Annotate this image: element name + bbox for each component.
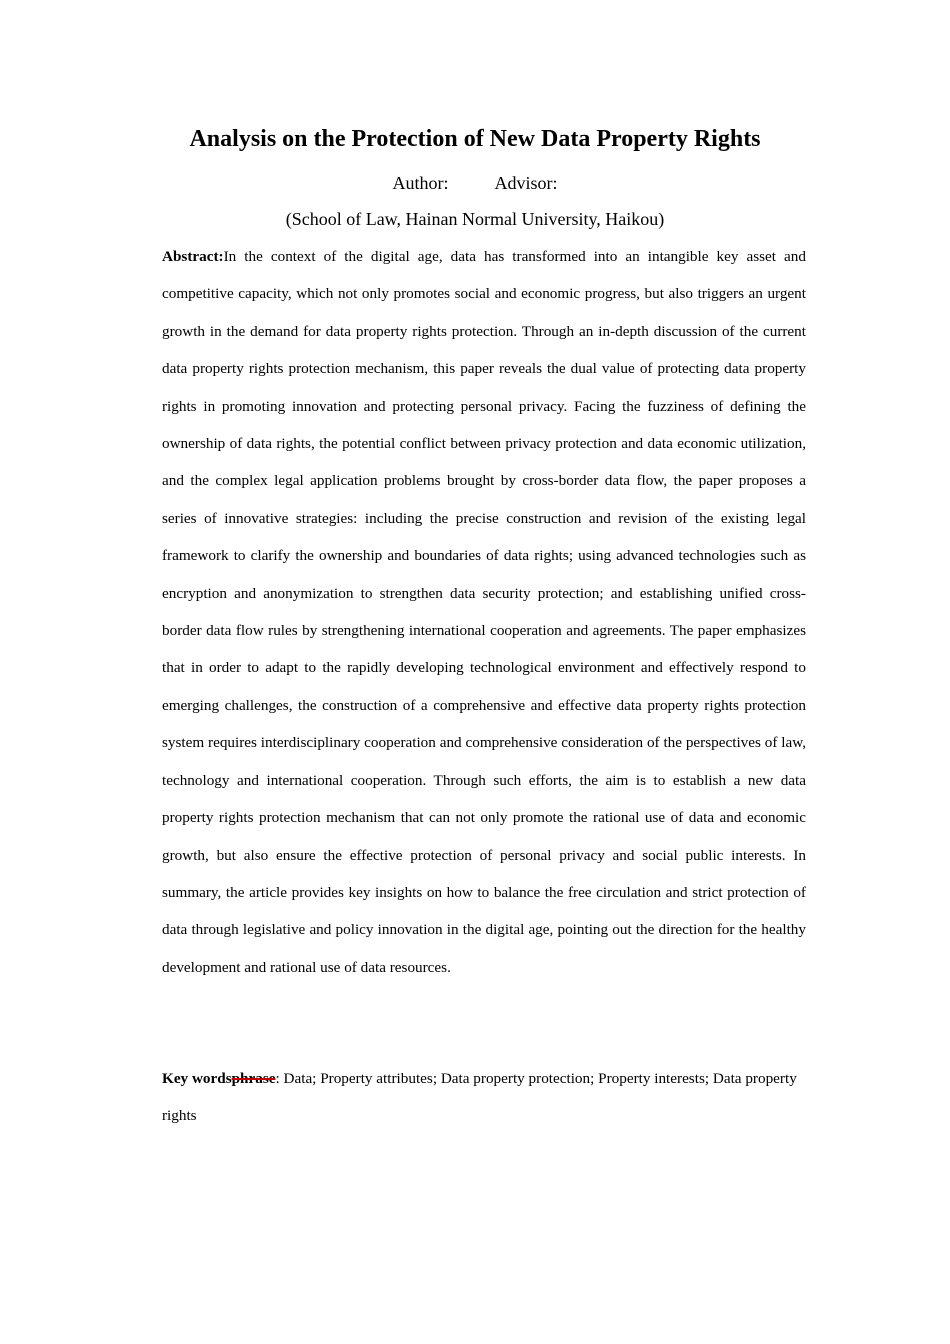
- affiliation: (School of Law, Hainan Normal University, Haikou): [285, 209, 665, 229]
- abstract-paragraph: [162, 238, 806, 986]
- keywords-label: Key words: [162, 1070, 232, 1087]
- abstract-text: In the context of the digital age, data has transformed into an intangible key asset and competitive capacity, which not only promotes social and economic progress, but also triggers an urgent growth in the demand for data property rights protection. Through an in-depth discussion of the current data property rights protection mechanism, this paper reveals the dual value of protecting data property rights in promoting innovation and protecting personal privacy. Facing the fuzziness of defining the ownership of data rights, the potential conflict between privacy protection and data economic utilization, and the complex legal application problems brought by cross-border data flow, the paper proposes a series of innovative strategies: including the precise construction and revision of the existing legal framework to clarify the ownership and boundaries of data rights; using advanced technologies such as encryption and anonymization to strengthen data security protection; and establishing unified cross-border data flow rules by strengthening international cooperation and agreements. The paper emphasizes that in order to adapt to the rapidly developing technological environment and effectively respond to emerging challenges, the construction of a comprehensive and effective data property rights protection system requires interdisciplinary cooperation and comprehensive consideration of the perspectives of law, technology and international cooperation. Through such efforts, the aim is to establish a new data property rights protection mechanism that can not only promote the rational use of data and economic growth, but also ensure the effective protection of personal privacy and social public interests. In summary, the article provides key insights on how to balance the free circulation and strict protection of data through legislative and policy innovation in the digital age, pointing out the direction for the healthy development and rational use of data resources.: [162, 248, 806, 976]
- author-label: Author:: [392, 173, 449, 193]
- advisor-label: Advisor:: [494, 173, 558, 193]
- author-line: [0, 170, 950, 196]
- keywords-text: : Data; Property attributes; Data property protection; Property interests; Data property rights: [162, 1070, 797, 1125]
- keywords-paragraph: [162, 1060, 806, 1135]
- paper-title: Analysis on the Protection of New Data Property Rights: [189, 126, 761, 152]
- abstract-label: Abstract:: [162, 248, 224, 265]
- struck-word: phrase: [231, 1070, 276, 1087]
